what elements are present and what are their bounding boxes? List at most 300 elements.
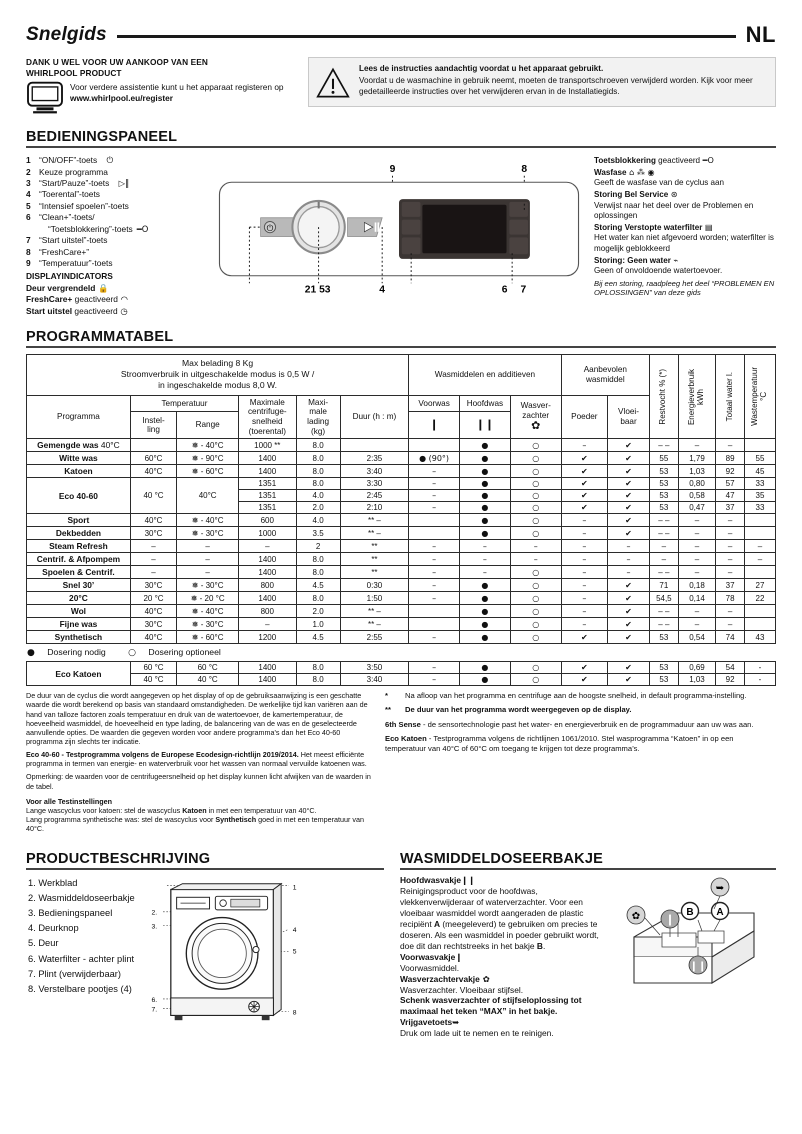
cell-lading: 8.0 (296, 439, 340, 452)
cell-voorwas (409, 439, 460, 452)
drawer-label-A: A (716, 907, 724, 919)
footnote-6thsense-bold: 6th Sense (385, 720, 421, 730)
header-liquid: Vloei- baar (608, 395, 650, 439)
cell-voorwas (409, 618, 460, 631)
detergent-drawer-rule (400, 868, 776, 870)
cell-voorwas: – (409, 631, 460, 644)
service-icon: ⊛ (668, 189, 678, 199)
cell-voorwas: – (409, 478, 460, 490)
footnote-doublestar-text: De duur van het programma wordt weergegeven op de display. (405, 705, 632, 715)
cell-restvocht: – (650, 553, 679, 566)
softener-flower-icon: ✿ (479, 973, 490, 984)
thanks-line-1: DANK U WEL VOOR UW AANKOOP VAN EEN (26, 57, 208, 67)
cell-water: 37 (716, 502, 745, 514)
mainwash-bars-icon: ❙❙ (460, 875, 476, 886)
header-softener: Wasver- zachter ✿ (510, 395, 561, 439)
cell-programma: Eco 40-60 (27, 478, 131, 514)
cell-water: – (716, 566, 745, 579)
cell-energie: 0,18 (678, 579, 716, 592)
footnote-star-text: Na afloop van het programma en centrifuge aan de hoogste snelheid, in default programma-instelling. (405, 691, 747, 701)
cell-programma: Witte was (27, 452, 131, 465)
cell-energie: – (678, 618, 716, 631)
indicator-wash-phase (594, 167, 776, 189)
display-indicator-descriptions (594, 155, 776, 317)
control-panel-section (26, 129, 776, 317)
svg-text:❙: ❙ (665, 913, 675, 927)
cell-duur: ** – (340, 618, 409, 631)
product-description-item: 7. Plint (verwijderbaar) (28, 968, 122, 979)
cell-wastemp: 22 (744, 592, 775, 605)
no-water-icon: ⌁ (670, 254, 679, 265)
wm-callout-7: 7. (151, 1006, 157, 1014)
product-description-item: 2. Wasmiddeldoseerbakje (28, 893, 135, 904)
prewash-bar-icon: ❙ (455, 951, 463, 962)
cell-water: – (716, 553, 745, 566)
indicator-label: FreshCare+ (26, 294, 73, 305)
cell-range: ❅ - 30°C (177, 618, 239, 631)
cell-centrifuge: 600 (239, 514, 296, 527)
cell-programma: Centrif. & Afpompem (27, 553, 131, 566)
cell-poeder: ✔ (561, 502, 607, 514)
cell-centrifuge: 1000 (239, 527, 296, 540)
indicator-label: Storing Bel Service (594, 190, 669, 199)
detergent-drawer-section (400, 851, 776, 1039)
svg-text:⏻: ⏻ (266, 223, 274, 234)
cell-poeder: ✔ (561, 674, 607, 686)
cell-duur: ** (340, 540, 409, 553)
cell-hoofdwas: ● (460, 662, 511, 674)
cell-poeder: – (561, 605, 607, 618)
indicator-delay-start (26, 306, 204, 317)
wm-callout-4: 4 (292, 927, 297, 935)
cp-item-label: “Temperatuur”-toets (39, 258, 113, 269)
product-description-list (26, 876, 135, 1026)
header-duration: Duur (h : m) (340, 395, 409, 439)
cell-poeder: – (561, 579, 607, 592)
wm-callout-1: 1 (292, 884, 297, 892)
warning-heading: Lees de instructies aandachtig voordat u het apparaat gebruikt. (359, 64, 604, 73)
wm-callout-3: 3. (151, 923, 157, 931)
cell-programma: Wol (27, 605, 131, 618)
release-arrow-icon: ➥ (452, 1017, 460, 1028)
table-top-note: Max belading 8 Kg Stroomverbruik in uitgeschakelde modus is 0,5 W / in ingeschakelde modus 8,0 W. (27, 355, 409, 396)
cell-restvocht: 53 (649, 662, 678, 674)
cell-instelling: – (130, 540, 176, 553)
program-table-title: PROGRAMMATABEL (26, 329, 174, 346)
cell-range: – (177, 553, 239, 566)
cell-water: 78 (716, 592, 745, 605)
detergent-drawer-title: WASMIDDELDOSEERBAKJE (400, 851, 603, 868)
cell-wasverzachter: ○ (510, 465, 561, 478)
cell-range: ❅ - 60°C (177, 465, 239, 478)
eco-table-row (27, 662, 776, 674)
cell-poeder: ✔ (561, 662, 607, 674)
cell-vloeibaar: ✔ (608, 618, 650, 631)
cell-energie: – (678, 527, 716, 540)
callout-9: 9 (389, 164, 396, 176)
indicator-label: Deur vergrendeld (26, 282, 96, 293)
cell-energie: 0,58 (678, 490, 716, 502)
callout-7: 7 (520, 284, 527, 296)
footnote-duration: De duur van de cyclus die wordt aangegeven op het display of op de gebruiksaanwijzing is een geschatte waarde die wordt berekend op basis van standaard omstandigheden. De werkelijke tijd kan variëren aan de hand van talloze factoren zoals temperatuur en druk van de watertoevoer, de kamertemperatuur, de hoeveelheid wasmiddel, de hoeveelheid en type lading, de balancering van de was en de geselecteerde aanvullende opties. De waarden die gegeven worden voor andere programma's dan het Eco 40-60 programma zijn slechts ter indicatie. (26, 691, 368, 747)
footnote-ecokatoen-rest: - Testprogramma volgens de richtlijnen 1061/2010. Stel wasprogramma “Katoen” in op een temperatuur van 40°C of 60°C om toegang te krijgen tot deze programma’s. (385, 733, 734, 753)
cp-item-sub-label: “Toetsblokkering”-toets (48, 223, 133, 234)
cell-instelling: 30°C (130, 579, 176, 592)
cell-voorwas: – (409, 566, 460, 579)
cell-vloeibaar: ✔ (608, 527, 650, 540)
table-row (27, 514, 776, 527)
cell-energie: – (678, 566, 716, 579)
cell-lading: 2.0 (296, 605, 340, 618)
cp-item-label: “FreshCare+” (39, 246, 90, 257)
cell-restvocht: 55 (650, 452, 679, 465)
cp-item-num: 9 (26, 258, 31, 269)
cell-hoofdwas: ● (460, 465, 511, 478)
cell-wastemp (744, 439, 775, 452)
cell-vloeibaar: ✔ (608, 502, 650, 514)
register-text: Voor verdere assistentie kunt u het apparaat registeren op (70, 82, 284, 93)
cell-vloeibaar: – (608, 540, 650, 553)
cp-item-label: Keuze programma (39, 166, 108, 177)
pre-wash-body: Voorwasmiddel. (400, 962, 460, 973)
cell-energie: 0,14 (678, 592, 716, 605)
cell-energie: – (678, 605, 716, 618)
program-table-body (27, 439, 776, 644)
cell-wasverzachter: ○ (510, 618, 561, 631)
cell-lading: 8.0 (296, 465, 340, 478)
cell-hoofdwas: ● (460, 605, 511, 618)
washing-machine-diagram (143, 876, 308, 1026)
cp-item-num: 2 (26, 166, 31, 177)
indicator-label: Wasfase (594, 167, 627, 177)
indicator-service-call (594, 189, 776, 222)
header-wash-temp: Wastemperatuur °C (744, 355, 775, 439)
cp-item-num: 4 (26, 189, 31, 200)
indicator-body: Het water kan niet afgevoerd worden; waterfilter is mogelijk geblokkeerd (594, 233, 774, 253)
footnote-ecokatoen-bold: Eco Katoen (385, 733, 427, 743)
cell-restvocht: – – (650, 514, 679, 527)
cell-centrifuge: 800 (239, 579, 296, 592)
cell-restvocht: 53 (650, 490, 679, 502)
cell-vloeibaar: ✔ (608, 514, 650, 527)
cell-vloeibaar: ✔ (608, 452, 650, 465)
cell-water: – (716, 605, 745, 618)
fault-note: Bij een storing, raadpleeg het deel “PROBLEMEN EN OPLOSSINGEN” van deze gids (594, 278, 775, 298)
cell-duur: 2:10 (340, 502, 409, 514)
cell-hoofdwas: ● (460, 452, 511, 465)
indicator-label: Storing: Geen water (594, 255, 671, 265)
cell-voorwas: – (409, 553, 460, 566)
header-instelling: Instel- ling (130, 412, 176, 439)
cell-voorwas: – (409, 540, 460, 553)
header-recommended: Aanbevolen wasmiddel (561, 355, 649, 396)
table-row (27, 452, 776, 465)
cell-instelling: 60°C (130, 452, 176, 465)
cell-wasverzachter: ○ (510, 439, 561, 452)
cp-item-label: “Clean+”-toets/ (39, 212, 95, 223)
cell-programma: Spoelen & Centrif. (27, 566, 131, 579)
cell-vloeibaar: ✔ (608, 465, 650, 478)
bottom-section (26, 851, 776, 1039)
cell-vloeibaar: ✔ (608, 579, 650, 592)
cell-restvocht: 53 (650, 465, 679, 478)
footnote-test-settings (26, 797, 371, 834)
cell-poeder: – (561, 566, 607, 579)
warning-box (308, 57, 776, 107)
footnote-6thsense (385, 720, 776, 730)
cell-duur: 2:55 (340, 631, 409, 644)
cell-instelling: 40°C (130, 605, 176, 618)
footnote-remark: Opmerking: de waarden voor de centrifugeersnelheid op het display kunnen licht afwijken van de waarden in de tabel. (26, 772, 371, 791)
cell-lading: 1.0 (296, 618, 340, 631)
footnote-eco4060-rest: Het meest efficiënte programma in termen van energie- en waterverbruik voor het wassen van normaal vervuilde katoenen was. (26, 750, 367, 769)
cell-centrifuge: 1400 (239, 592, 296, 605)
softener-body: Wasverzachter. Vloeibaar stijfsel. (400, 984, 524, 995)
legend-optional: ○ Dosering optioneel (128, 647, 221, 659)
cell-lading: 8.0 (296, 553, 340, 566)
cell-centrifuge: 1351 (239, 502, 296, 514)
header-prewash: Voorwas (409, 395, 460, 411)
product-description-title: PRODUCTBESCHRIJVING (26, 851, 211, 868)
mainwash-bars-icon: ❙❙ (460, 412, 511, 439)
footnotes (26, 691, 776, 837)
cell-voorwas: ● (90°) (409, 452, 460, 465)
product-description-item: 3. Bedieningspaneel (28, 908, 113, 919)
cell-instelling: 60 °C (130, 662, 176, 674)
main-wash-body: Reinigingsproduct voor de hoofdwas, vlekkenverwijderaar of waterverzachter. Voor een vloeibaar wasmiddel wordt aangeraden de plastic recipiënt A (meegeleverd) te gebruiken om precies te doseren. Als een wasmiddel in poeder gebruikt wordt, doe dit dan rechtstreeks in het bakje B. (400, 886, 599, 951)
cell-wastemp: 33 (744, 502, 775, 514)
release-heading: Vrijgavetoets➥ (400, 1017, 460, 1028)
cp-item-label: “Toerental”-toets (39, 189, 100, 200)
cell-energie: 0,54 (678, 631, 716, 644)
softener-max-note: Schenk wasverzachter of stijfseloplossing tot maximaal het teken “MAX” in het bakje. (400, 995, 582, 1017)
cell-lading: 8.0 (296, 674, 340, 686)
cell-restvocht: – – (650, 527, 679, 540)
svg-text:✿: ✿ (631, 911, 641, 923)
cell-wasverzachter: ○ (510, 674, 561, 686)
cell-energie: 0,69 (678, 662, 716, 674)
control-panel-title: BEDIENINGSPANEEL (26, 129, 178, 146)
cell-centrifuge: 1400 (239, 465, 296, 478)
cell-range: 40 °C (177, 674, 239, 686)
cell-vloeibaar: ✔ (608, 478, 650, 490)
cell-restvocht: 53 (650, 631, 679, 644)
cell-wasverzachter: ○ (510, 502, 561, 514)
cell-wastemp: - (744, 674, 775, 686)
cell-range: ❅ - 90°C (177, 452, 239, 465)
table-legend (27, 647, 776, 658)
svg-text:❙❙: ❙❙ (689, 961, 707, 973)
cell-voorwas (409, 605, 460, 618)
cell-energie: – (678, 439, 716, 452)
cell-energie: – (678, 514, 716, 527)
cp-item-num: 5 (26, 200, 31, 211)
indicator-body: Verwijst naar het deel over de Problemen en oplossingen (594, 200, 754, 221)
cp-item-3 (26, 178, 204, 189)
eco-table-body (27, 662, 776, 686)
cell-wasverzachter: ○ (510, 631, 561, 644)
cell-energie: – (678, 540, 716, 553)
cell-poeder: – (561, 618, 607, 631)
product-description-item: 4. Deurknop (28, 923, 79, 934)
cell-poeder: – (561, 553, 607, 566)
page-title: Snelgids (26, 24, 107, 45)
cell-wasverzachter: ○ (510, 579, 561, 592)
program-table-rule (26, 346, 776, 348)
cell-energie: – (678, 553, 716, 566)
cell-vloeibaar: ✔ (608, 662, 650, 674)
cell-wasverzachter: – (510, 553, 561, 566)
cell-programma: Gemengde was 40°C (27, 439, 131, 452)
cell-wasverzachter: ○ (510, 592, 561, 605)
header-programma: Programma (27, 395, 131, 439)
footnotes-right (385, 691, 776, 837)
header-powder: Poeder (561, 395, 607, 439)
header-rule (117, 35, 736, 38)
cell-duur: 3:40 (340, 465, 409, 478)
cell-centrifuge: 1200 (239, 631, 296, 644)
thanks-block (26, 57, 294, 115)
cell-range: ❅ - 60°C (177, 631, 239, 644)
cell-restvocht: – (650, 540, 679, 553)
cell-hoofdwas: ● (460, 502, 511, 514)
product-description-item: 8. Verstelbare pootjes (4) (28, 983, 132, 994)
cell-duur: 0:30 (340, 579, 409, 592)
cell-duur: 3:40 (340, 674, 408, 686)
cell-voorwas: – (409, 465, 460, 478)
cell-vloeibaar: ✔ (608, 592, 650, 605)
detergent-drawer-text (400, 875, 608, 1039)
header-residual-moisture: Restvocht % (*) (650, 355, 679, 439)
footnote-eco4060 (26, 750, 371, 768)
cell-voorwas: – (409, 592, 460, 605)
footnote-6thsense-rest: - de sensortechnologie past het water- en energieverbruik en de programmaduur aan uw was aan. (420, 720, 754, 730)
cell-vloeibaar: ✔ (608, 674, 650, 686)
cell-lading: 4.0 (296, 514, 340, 527)
indicator-label: Toetsblokkering (594, 156, 656, 166)
cell-lading: 4.5 (296, 579, 340, 592)
callout-6: 6 (501, 284, 508, 296)
drawer-diagram (614, 875, 764, 1000)
header-spin-speed: Maximale centrifuge- snelheid (toerental) (239, 395, 296, 439)
cell-duur: ** – (340, 605, 409, 618)
eco-table-row (27, 674, 776, 686)
cell-range: ❅ - 40°C (177, 439, 239, 452)
cp-item-6 (26, 212, 204, 223)
cell-range: ❅ - 40°C (177, 605, 239, 618)
cell-wastemp (744, 605, 775, 618)
footnote-eco4060-bold: Eco 40-60 - Testprogramma volgens de Europese Ecodesign-richtlijn 2019/2014. (26, 750, 299, 760)
start-pause-icon: ▷‖ (113, 178, 130, 189)
cell-instelling: 20 °C (130, 592, 176, 605)
cell-range: 60 °C (177, 662, 239, 674)
cell-wastemp (744, 618, 775, 631)
cell-restvocht: – – (650, 439, 679, 452)
cell-hoofdwas: ● (460, 618, 511, 631)
register-url[interactable]: www.whirlpool.eu/register (70, 93, 173, 104)
cell-lading: 8.0 (296, 662, 340, 674)
cell-range: ❅ - 40°C (177, 514, 239, 527)
softener-heading: Wasverzachtervakje ✿ (400, 973, 490, 984)
cell-wastemp (744, 514, 775, 527)
cell-water: 37 (716, 579, 745, 592)
cell-hoofdwas: ● (460, 478, 511, 490)
cell-poeder: – (561, 592, 607, 605)
header-temperatuur: Temperatuur (130, 395, 238, 411)
cell-instelling: – (130, 553, 176, 566)
cell-voorwas: – (409, 490, 460, 502)
cell-wasverzachter: ○ (510, 527, 561, 540)
cell-hoofdwas: – (460, 540, 511, 553)
cell-vloeibaar: – (608, 566, 650, 579)
table-row (27, 553, 776, 566)
indicator-door-locked (26, 283, 204, 294)
computer-icon (26, 81, 64, 115)
cell-hoofdwas: ● (460, 579, 511, 592)
cell-centrifuge: – (239, 618, 296, 631)
cell-programma: 20°C (27, 592, 131, 605)
cell-instelling: 40 °C (130, 674, 176, 686)
indicator-label: Start uitstel (26, 305, 73, 316)
cp-item-9 (26, 258, 204, 269)
cell-restvocht: 53 (650, 478, 679, 490)
cp-item-num: 7 (26, 235, 31, 246)
cell-water: 92 (716, 465, 745, 478)
cell-wasverzachter: ○ (510, 566, 561, 579)
cell-wastemp: 55 (744, 452, 775, 465)
callout-8: 8 (521, 164, 528, 176)
cell-centrifuge: 1400 (239, 662, 296, 674)
cell-range: ❅ - 30°C (177, 579, 239, 592)
cell-water: 92 (716, 674, 745, 686)
header-water: Totaal water l. (716, 355, 745, 439)
control-panel-legend (26, 155, 204, 317)
cell-vloeibaar: ✔ (608, 439, 650, 452)
main-wash-heading: Hoofdwasvakje❙❙ (400, 875, 476, 886)
cell-programma: Steam Refresh (27, 540, 131, 553)
cp-item-label: “Start/Pauze”-toets (39, 178, 110, 189)
cell-duur: ** – (340, 527, 409, 540)
cell-water: – (716, 618, 745, 631)
cp-item-num: 1 (26, 155, 31, 166)
cell-programma: Eco Katoen (27, 662, 131, 686)
cell-wastemp: – (744, 553, 775, 566)
cell-wasverzachter: ○ (510, 514, 561, 527)
key-lock-icon: ━O (700, 155, 714, 166)
cell-programma: Dekbedden (27, 527, 131, 540)
cell-lading: 8.0 (296, 592, 340, 605)
cell-restvocht: 53 (649, 674, 678, 686)
lock-icon: 🔒 (95, 282, 109, 293)
cell-hoofdwas: ● (460, 490, 511, 502)
callout-4: 4 (379, 284, 386, 296)
cell-hoofdwas: – (460, 553, 511, 566)
cell-vloeibaar: ✔ (608, 605, 650, 618)
release-body: Druk om lade uit te nemen en te reinigen. (400, 1028, 554, 1039)
softener-flower-icon: ✿ (531, 419, 541, 433)
cell-restvocht: 71 (650, 579, 679, 592)
cell-poeder: ✔ (561, 631, 607, 644)
freshcare-icon: ◠ (117, 294, 128, 305)
cell-wastemp: 43 (744, 631, 775, 644)
footnote-test-a: Lange wascyclus voor katoen: stel de wascyclus Katoen in met een temperatuur van 40°C. (26, 805, 317, 815)
cell-hoofdwas: ● (460, 527, 511, 540)
table-header-row-1 (27, 355, 776, 396)
cell-instelling: 40 °C (130, 478, 176, 514)
indicator-no-water (594, 255, 776, 277)
cell-wastemp: 27 (744, 579, 775, 592)
footnotes-left (26, 691, 371, 837)
